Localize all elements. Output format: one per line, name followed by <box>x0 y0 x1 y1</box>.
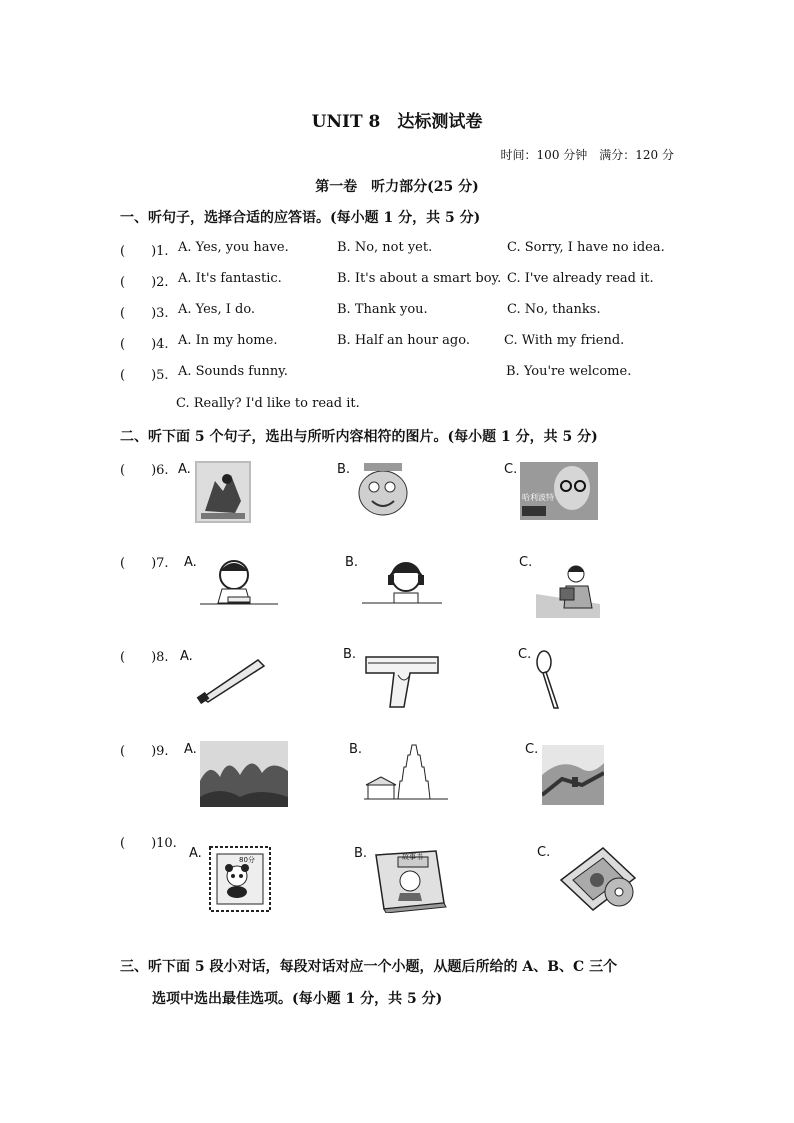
q4-option-c: C. With my friend. <box>504 333 625 348</box>
q9-label-a: A. <box>184 742 197 757</box>
q6-pic-b <box>354 461 412 519</box>
q1-option-b: B. No, not yet. <box>337 240 433 255</box>
q4-number: ( )4. <box>120 337 169 352</box>
q3-option-a: A. Yes, I do. <box>178 302 256 317</box>
q1-number: ( )1. <box>120 244 169 259</box>
q5-option-b: B. You're welcome. <box>506 364 632 379</box>
q9-label-c: C. <box>525 742 539 757</box>
q6-pic-c <box>520 462 598 520</box>
q9-label-b: B. <box>349 742 363 757</box>
q7-label-a: A. <box>184 555 197 570</box>
section1-heading: 一、听句子，选择合适的应答语。(每小题 1 分，共 5 分) <box>120 210 481 226</box>
q6-label-b: B. <box>337 462 351 477</box>
q8-label-b: B. <box>343 647 357 662</box>
q8-number: ( )8. <box>120 650 169 665</box>
q6-label-a: A. <box>178 462 191 477</box>
page-title: UNIT 8 达标测试卷 <box>311 112 483 132</box>
q2-option-a: A. It's fantastic. <box>178 271 282 286</box>
q9-number: ( )9. <box>120 744 169 759</box>
q10-label-b: B. <box>354 846 368 861</box>
q4-option-a: A. In my home. <box>178 333 278 348</box>
q5-number: ( )5. <box>120 368 169 383</box>
q1-option-a: A. Yes, you have. <box>178 240 289 255</box>
q10-pic-c <box>557 844 639 912</box>
q9-pic-a <box>200 741 288 807</box>
q2-option-c: C. I've already read it. <box>507 271 654 286</box>
q7-pic-b <box>362 557 442 609</box>
q3-option-c: C. No, thanks. <box>507 302 601 317</box>
q10-label-a: A. <box>189 846 202 861</box>
q5-option-c: C. Really? I'd like to read it. <box>176 396 360 411</box>
section3-heading-line2: 选项中选出最佳选项。(每小题 1 分，共 5 分) <box>152 991 443 1007</box>
q8-label-c: C. <box>518 647 532 662</box>
q2-option-b: B. It's about a smart boy. <box>337 271 502 286</box>
q5-option-a: A. Sounds funny. <box>178 364 288 379</box>
q7-number: ( )7. <box>120 556 169 571</box>
q4-option-b: B. Half an hour ago. <box>337 333 470 348</box>
q1-option-c: C. Sorry, I have no idea. <box>507 240 665 255</box>
part-title: 第一卷 听力部分(25 分) <box>315 179 479 195</box>
q6-pic-c-text: 哈利波特 <box>522 493 554 502</box>
q10-pic-b-text: 故事书 <box>402 853 423 861</box>
q10-number: ( )10. <box>120 836 177 851</box>
q10-label-c: C. <box>537 845 551 860</box>
q6-number: ( )6. <box>120 463 169 478</box>
q8-label-a: A. <box>180 649 193 664</box>
q7-label-b: B. <box>345 555 359 570</box>
section2-heading: 二、听下面 5 个句子，选出与所听内容相符的图片。(每小题 1 分，共 5 分) <box>120 429 598 445</box>
q6-pic-a <box>195 461 251 523</box>
q8-pic-a <box>196 652 266 704</box>
q10-pic-a-text: 80分 <box>239 856 255 864</box>
q9-pic-b <box>364 741 448 803</box>
q2-number: ( )2. <box>120 275 169 290</box>
q3-option-b: B. Thank you. <box>337 302 428 317</box>
q3-number: ( )3. <box>120 306 169 321</box>
q9-pic-c <box>542 745 604 805</box>
q6-label-c: C. <box>504 462 518 477</box>
exam-meta: 时间：100 分钟 满分：120 分 <box>500 148 674 162</box>
q7-pic-c <box>536 564 600 618</box>
section3-heading-line1: 三、听下面 5 段小对话，每段对话对应一个小题，从题后所给的 A、B、C 三个 <box>120 959 618 975</box>
q7-pic-a <box>200 557 278 609</box>
q7-label-c: C. <box>519 555 533 570</box>
q8-pic-b <box>364 653 440 709</box>
q8-pic-c <box>534 650 562 710</box>
